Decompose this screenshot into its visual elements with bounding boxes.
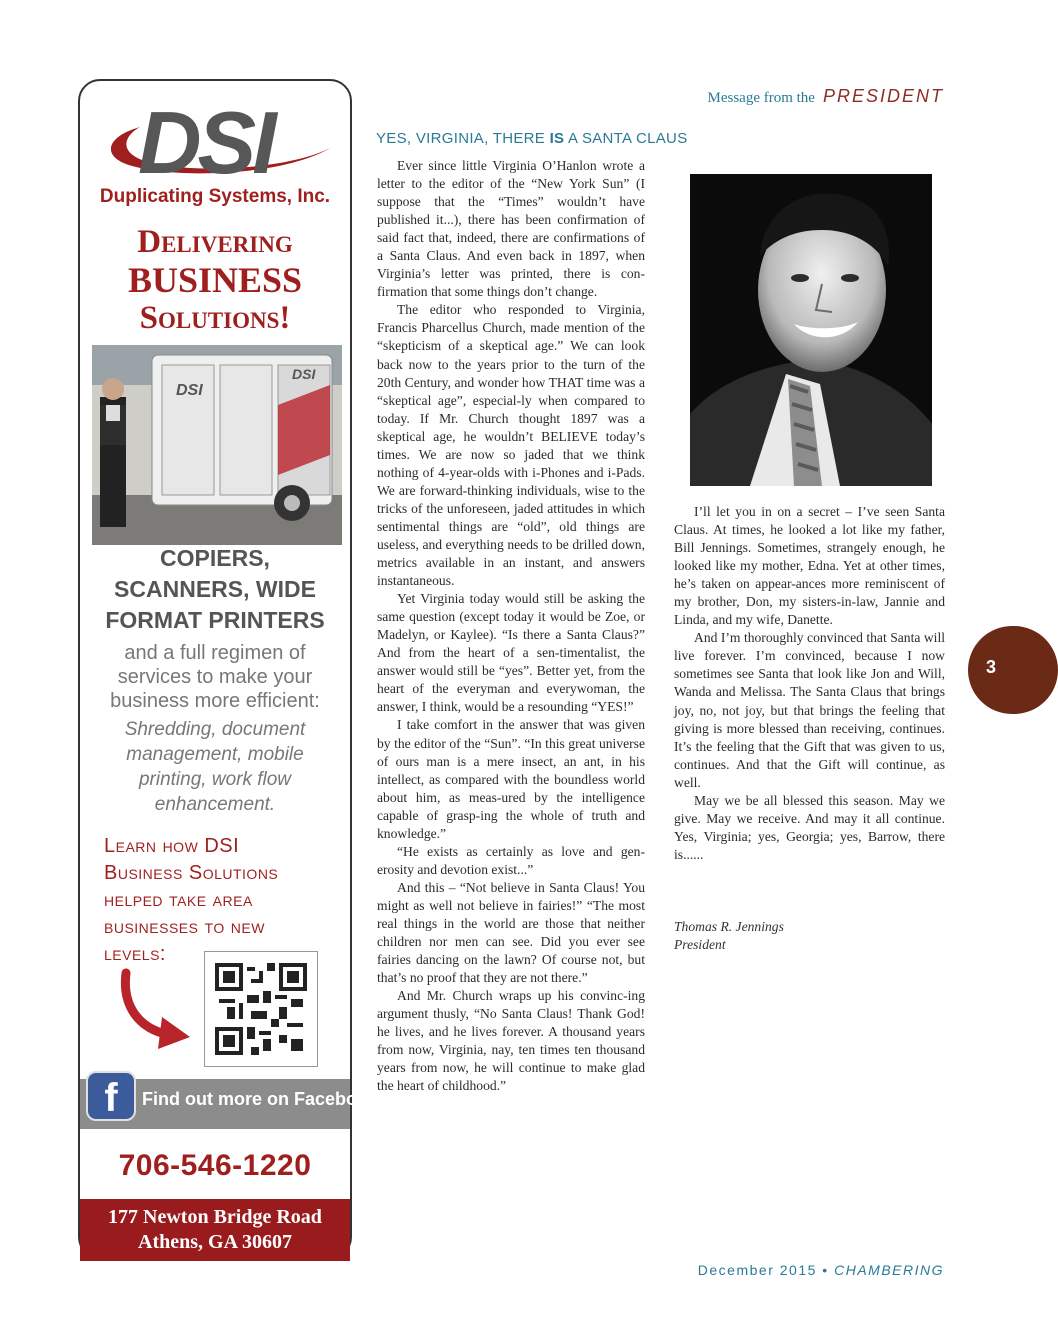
dsi-advertisement[interactable] [78,79,379,1259]
paragraph: Ever since little Virginia O’Hanlon wrote a letter to the editor of the “New York Sun” (I suppose that the “Times” wouldn’t have published it...), there has been confirmation of said fact that, indeed, there are confirmations of a Santa Claus. And even back in 1897, when Virginia’s letter was printed, there is con-firmation that some things don’t change. [377,158,645,300]
services-list-line: enhancement. [154,794,276,815]
services-line: COPIERS, [160,545,270,571]
paragraph: “He exists as certainly as love and gen-erosity and devotion exist...” [377,843,645,877]
qr-code-icon [215,962,307,1056]
address-line: 177 Newton Bridge Road [108,1206,322,1228]
paragraph: And Mr. Church wraps up his convinc-ing argument thusly, “No Santa Claus! Thank God! he lives, and he lives forever. A thousand years from now, Virginia, nay, ten times ten thousand years from now, he will continue to make glad the heart of childhood.” [377,988,645,1094]
paragraph: And this – “Not believe in Santa Claus! You might as well not believe in fairies!” “The most real things in the world are those that neither children nor men can see. Did you ever see fairies dancing on the lawn? Of course not, but that’s no proof that they are not there.” [377,879,645,986]
signature-title: President [674,937,726,952]
regimen-text [80,641,350,713]
article-column-2 [674,503,945,864]
page-footer [698,1262,944,1278]
trailer-illustration [92,345,342,545]
header-prefix: Message from the [707,90,815,106]
qr-code[interactable] [204,951,318,1067]
address-block [80,1199,350,1261]
signature-name: Thomas R. Jennings [674,919,784,934]
learn-line: Learn how DSI [104,835,240,857]
header-section: PRESIDENT [822,86,944,106]
paragraph: And I’m thoroughly convinced that Santa will live forever. I’m convinced, because I now sometimes see Santa that look like Jon and Will, Wanda and Melissa. The Santa Claus that brings joy, no, not joy, but that brings the feeling that giving is more blessed than receiving, continues. It’s the feeling that the Gift that was given to us, continues. And that the Gift will continue, as well. [674,630,945,790]
tagline-line: Delivering [137,224,293,260]
tagline-line: Solutions! [139,300,291,336]
portrait-illustration [690,174,932,486]
ad-tagline [80,223,350,337]
arrow-icon [116,971,196,1051]
dsi-logo [96,93,336,197]
page-number: 3 [986,657,997,677]
president-portrait [690,174,932,486]
paragraph: The editor who responded to Virginia, Francis Pharcellus Church, made mention of the “skepticism of a skeptical age.” We can look back now to the years prior to the turn of the 20th Century, and wonder how THAT time was a “skeptical age”, especial-ly when compared to today. If Mr. Church thought 1897 was a skeptical age, he wouldn’t BELIEVE today’s times. We are now so jaded that we think nothing of 4-year-olds with i-Phones and i-Pads. We are forward-thinking individuals, wise to the tricks of the unforeseen, jaded attitudes in which sentimental things are “old”, old things are useless, and everything needs to be drilled down, metrics available in an instant, and answers instantaneous. [377,302,645,589]
regimen-line: services to make your [117,666,313,688]
learn-line: helped take area [104,889,253,911]
paragraph: Yet Virginia today would still be asking the same question (except today it would be Zoe, or Madelyn, or Kaylee). “Is there a Santa Claus?” And from the heart of a sen-timentalist, the answer would still be “yes”. Better yet, from the heart of the everyman and everywoman, the answer, I think, would be a resounding “YES!” [377,591,645,715]
facebook-link[interactable]: Find out more on Facebook [142,1089,379,1109]
paragraph: I’ll let you in on a secret – I’ve seen Santa Claus. At times, he looked a lot like my father, Bill Jennings. Sometimes, strangely enough, he looked like my mother, Edna. Yet at other times, he’s taken on appear-ances more reminiscent of my brother, Don, my sisters-in-law, Jannie and Linda, and my wife, Danette. [674,504,945,628]
article-column-1 [377,157,645,1095]
address-line: Athens, GA 30607 [138,1231,292,1253]
learn-line: businesses to new [104,916,265,938]
facebook-icon[interactable]: f [86,1071,136,1121]
paragraph: May we be all blessed this season. May we give. May we receive. And may it all continue. Yes, Virginia; yes, Georgia; yes, Barrow, there is...... [674,792,945,862]
trailer-photo [92,345,342,545]
paragraph: I take comfort in the answer that was given by the editor of the “Sun”. “In this great universe of ours man is a mere insect, an ant, in his intellect, as compared with the boundless world about him, as meas-ured by the intelligence capable of grasp-ing the whole of truth and knowledge.” [377,717,645,841]
page-number-tab [968,626,1058,714]
services-list-line: printing, work flow [138,769,292,790]
services-heading [80,543,350,636]
svg-text:DSI: DSI [176,382,203,399]
services-list-line: management, mobile [126,744,304,765]
headline-emphasis: IS [549,130,565,147]
services-list [80,717,350,817]
phone-number[interactable]: 706-546-1220 [118,1149,312,1182]
article-headline [376,130,688,147]
regimen-line: business more efficient: [110,690,320,712]
regimen-line: and a full regimen of [124,642,306,664]
services-list-line: Shredding, document [124,719,306,740]
learn-line: levels: [104,943,166,965]
learn-line: Business Solutions [104,862,279,884]
headline-pre: YES, VIRGINIA, THERE [376,130,550,147]
learn-how-text [104,833,344,968]
footer-date: December 2015 [697,1262,817,1278]
logo-text: DSI [138,93,273,192]
footer-publication: CHAMBERING [834,1262,944,1278]
svg-text:DSI: DSI [292,366,316,382]
page-header [708,86,945,107]
footer-separator: • [822,1262,829,1278]
company-name: Duplicating Systems, Inc. [99,186,331,207]
services-line: FORMAT PRINTERS [105,607,325,633]
tagline-line: BUSINESS [127,260,303,300]
services-line: SCANNERS, WIDE [114,576,316,602]
signature [674,918,784,954]
headline-post: A SANTA CLAUS [564,130,688,147]
